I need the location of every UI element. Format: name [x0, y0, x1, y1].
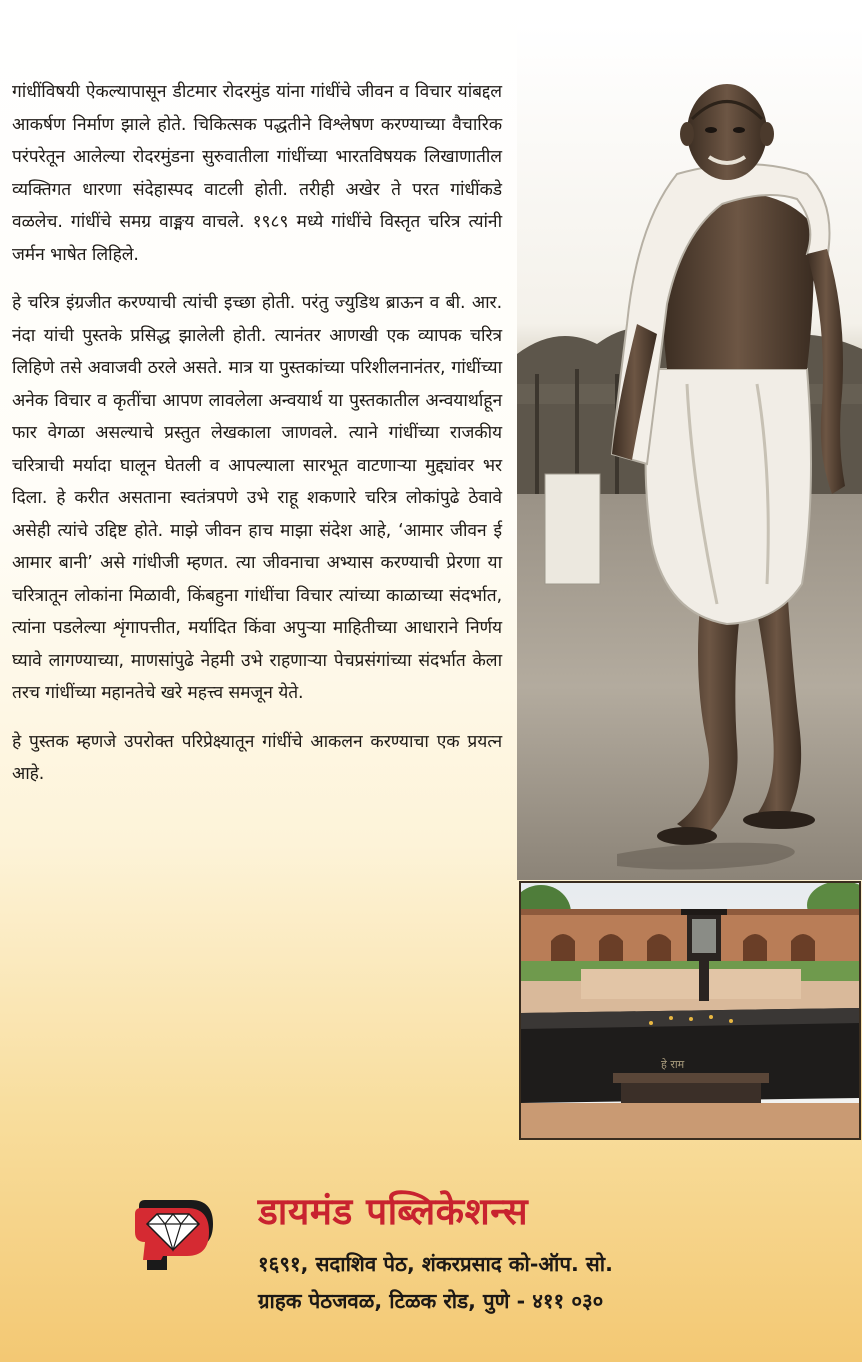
- blurb-text: [12, 76, 502, 807]
- blurb-paragraph-2: हे चरित्र इंग्रजीत करण्याची त्यांची इच्छा होती. परंतु ज्युडिथ ब्राऊन व बी. आर. नंदा यांची पुस्तके प्रसिद्ध झालेली होती. त्यानंतर आणखी एक व्यापक चरित्र लिहिणे तसे अवाजवी ठरले असते. मात्र या पुस्तकांच्या परिशीलनानंतर, गांधींच्या अनेक विचार व कृतींचा आपण लावलेला अन्वयार्थ या पुस्तकातील अन्वयार्थाहून फार वेगळा असल्याचे प्रस्तुत लेखकाला जाणवले. त्याने गांधींच्या राजकीय चरित्राची मर्यादा घालून घेतली व आपल्याला सारभूत वाटणाऱ्या मुद्द्यांवर भर दिला. हे करीत असताना स्वतंत्रपणे उभे राहू शकणारे चरित्र लोकांपुढे ठेवावे असेही त्यांचे उद्दिष्ट होते. माझे जीवन हाच माझा संदेश आहे, ‘आमार जीवन ई आमार बानी’ असे गांधीजी म्हणत. त्या जीवनाचा अभ्यास करण्याची प्रेरणा या चरित्रातून लोकांना मिळावी, किंबहुना गांधींचा विचार त्यांच्या काळाच्या संदर्भात, त्यांना पडलेल्या शृंगापत्तीत, मर्यादित किंवा अपुऱ्या माहितीच्या आधाराने निर्णय घ्यावे लागण्याच्या, माणसांपुढे नेहमी उभे राहणाऱ्या पेचप्रसंगांच्या संदर्भात केला तरच गांधींच्या महानतेचे खरे महत्त्व समजून येते.: [12, 293, 502, 703]
- rajghat-memorial-photo: [519, 881, 861, 1140]
- publisher-name: डायमंड पब्लिकेशन्स: [258, 1190, 529, 1233]
- publisher-address-line-2: ग्राहक पेठजवळ, टिळक रोड, पुणे - ४११ ०३०: [258, 1289, 604, 1313]
- memorial-plaque-text: हे राम: [661, 1058, 685, 1071]
- publisher-address-line-1: १६९१, सदाशिव पेठ, शंकरप्रसाद को-ऑप. सो.: [258, 1252, 613, 1276]
- gandhi-walking-photo: [517, 24, 862, 880]
- blurb-paragraph-1: गांधींविषयी ऐकल्यापासून डीटमार रोदरमुंड यांना गांधींचे जीवन व विचार यांबद्दल आकर्षण निर्माण झाले होते. चिकित्सक पद्धतीने विश्लेषण करण्याच्या वैचारिक परंपरेतून आलेल्या रोदरमुंडना सुरुवातीला गांधींच्या भारतविषयक लिखाणातील व्यक्तिगत धारणा संदेहास्पद वाटली होती. तरीही अखेर ते परत गांधींकडे वळलेच. गांधींचे समग्र वाङ्मय वाचले. १९८९ मध्ये गांधींचे विस्तृत चरित्र त्यांनी जर्मन भाषेत लिहिले.: [12, 82, 502, 265]
- diamond-publications-logo-icon: [131, 1194, 219, 1274]
- publisher-block: [0, 1180, 862, 1330]
- blurb-paragraph-3: हे पुस्तक म्हणजे उपरोक्त परिप्रेक्ष्यातून गांधींचे आकलन करण्याचा एक प्रयत्न आहे.: [12, 731, 502, 784]
